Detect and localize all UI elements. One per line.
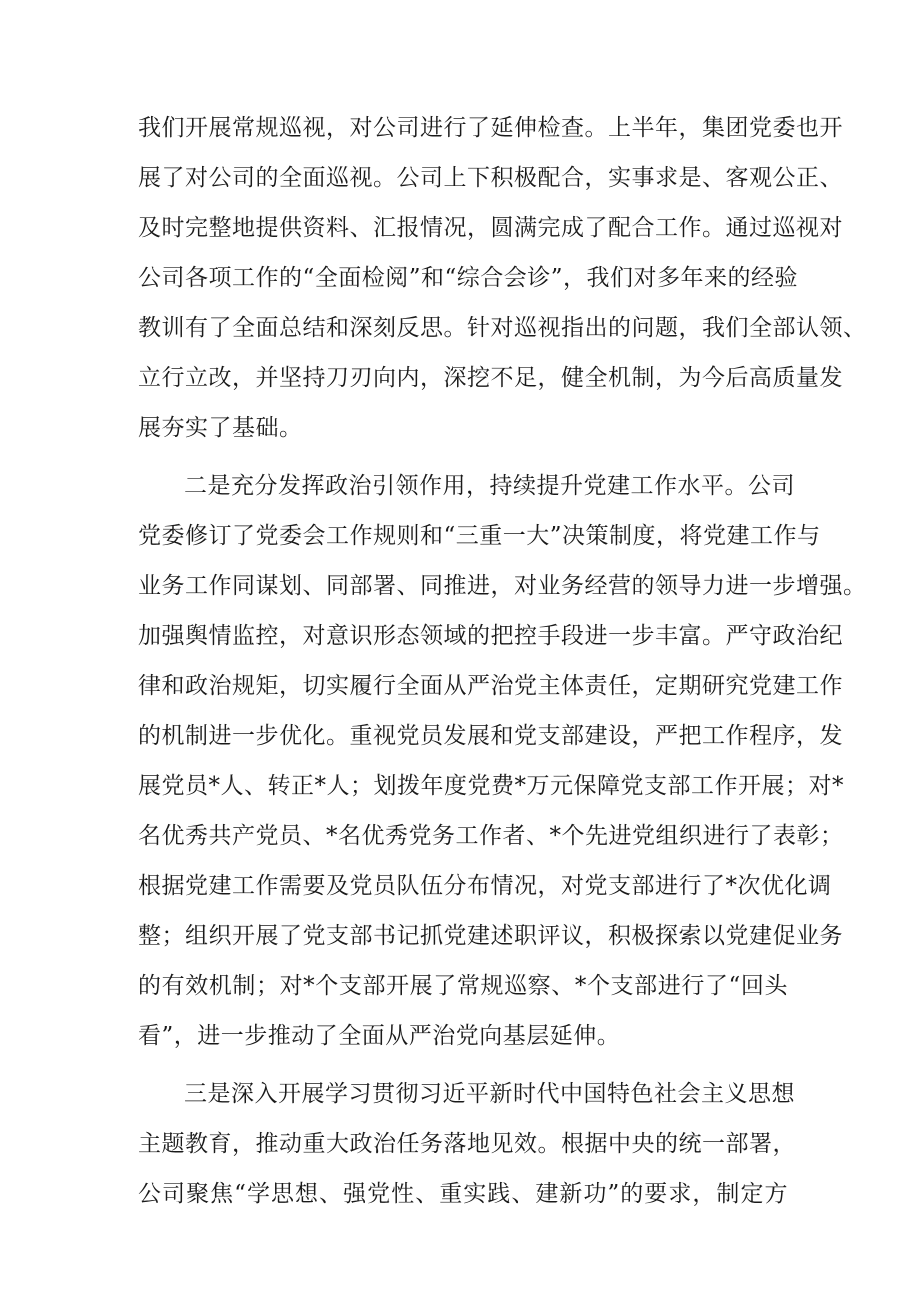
paragraph-2-line-1: 二是充分发挥政治引领作用，持续提升党建工作水平。公司 [184, 473, 795, 499]
paragraph-1-line-4: 公司各项工作的“全面检阅”和“综合会诊”，我们对多年来的经验 [138, 265, 799, 291]
paragraph-2-line-11: 的有效机制；对*个支部开展了常规巡察、*个支部进行了“回头 [138, 973, 788, 999]
paragraph-1-line-7: 展夯实了基础。 [138, 415, 303, 441]
paragraph-2-line-8: 名优秀共产党员、*名优秀党务工作者、*个先进党组织进行了表彰； [138, 823, 844, 849]
paragraph-2-line-2: 党委修订了党委会工作规则和“三重一大”决策制度，将党建工作与 [138, 523, 821, 549]
paragraph-2-line-10: 整；组织开展了党支部书记抓党建述职评议，积极探索以党建促业务 [138, 923, 843, 949]
paragraph-3-line-1: 三是深入开展学习贯彻习近平新时代中国特色社会主义思想 [184, 1081, 795, 1107]
paragraph-2-line-5: 律和政治规矩，切实履行全面从严治党主体责任，定期研究党建工作 [138, 673, 843, 699]
paragraph-1-line-1: 我们开展常规巡视，对公司进行了延伸检查。上半年，集团党委也开 [138, 115, 843, 141]
paragraph-3-line-3: 公司聚焦“学思想、强党性、重实践、建新功”的要求，制定方 [138, 1181, 788, 1207]
paragraph-2-line-7: 展党员*人、转正*人；划拨年度党费*万元保障党支部工作开展；对* [138, 773, 844, 799]
paragraph-2-line-3: 业务工作同谋划、同部署、同推进，对业务经营的领导力进一步增强。 [138, 573, 867, 599]
paragraph-1-line-6: 立行立改，并坚持刀刃向内，深挖不足，健全机制，为今后高质量发 [138, 365, 843, 391]
paragraph-1-line-2: 展了对公司的全面巡视。公司上下积极配合，实事求是、客观公正、 [138, 165, 843, 191]
paragraph-2-line-9: 根据党建工作需要及党员队伍分布情况，对党支部进行了*次优化调 [138, 873, 832, 899]
paragraph-2-line-6: 的机制进一步优化。重视党员发展和党支部建设，严把工作程序，发 [138, 723, 843, 749]
paragraph-3-line-2: 主题教育，推动重大政治任务落地见效。根据中央的统一部署， [138, 1131, 796, 1157]
paragraph-2-line-12: 看”，进一步推动了全面从严治党向基层延伸。 [138, 1023, 621, 1049]
paragraph-1-line-3: 及时完整地提供资料、汇报情况，圆满完成了配合工作。通过巡视对 [138, 215, 843, 241]
paragraph-1-line-5: 教训有了全面总结和深刻反思。针对巡视指出的问题，我们全部认领、 [138, 315, 867, 341]
paragraph-2-line-4: 加强舆情监控，对意识形态领域的把控手段进一步丰富。严守政治纪 [138, 623, 843, 649]
